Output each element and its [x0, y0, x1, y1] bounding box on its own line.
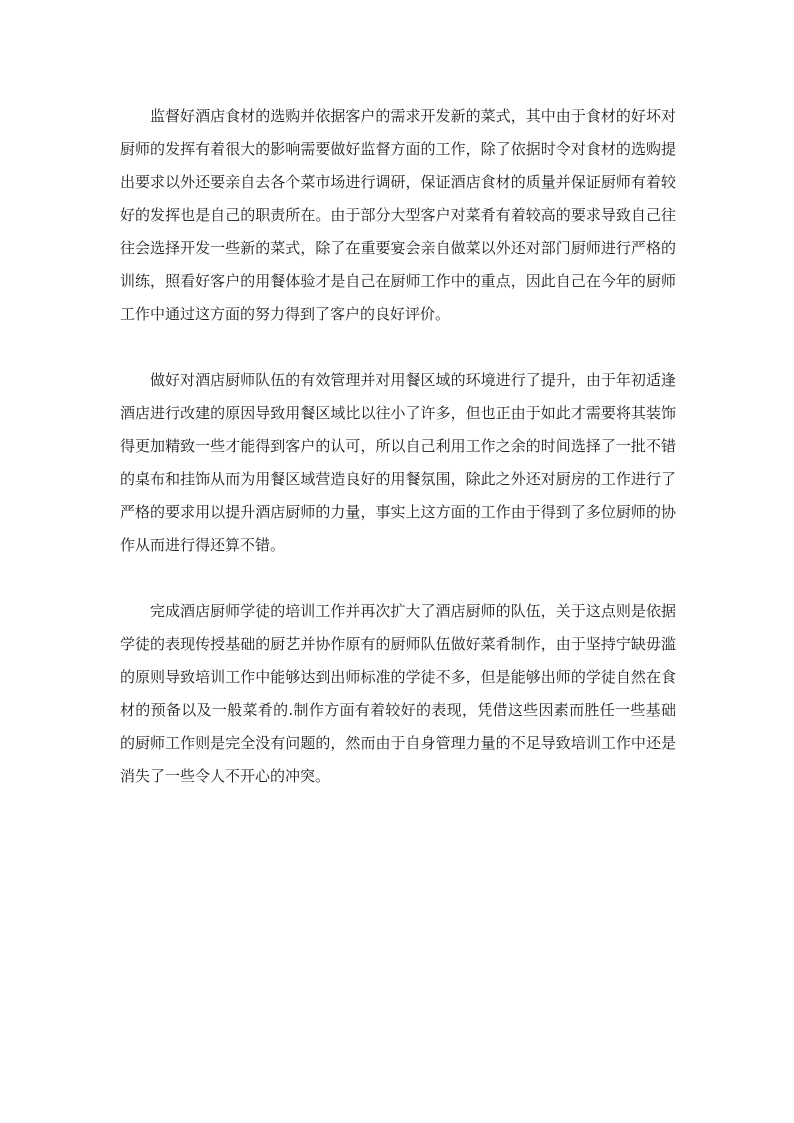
paragraph-3: 完成酒店厨师学徒的培训工作并再次扩大了酒店厨师的队伍，关于这点则是依据学徒的表现传授基础的厨艺并协作原有的厨师队伍做好菜肴制作，由于坚持宁缺毋滥的原则导致培训工作中能够达到出师标准的学徒不多，但是能够出师的学徒自然在食材的预备以及一般菜肴的.制作方面有着较好的表现，凭借这些因素而胜任一些基础的厨师工作则是完全没有问题的，然而由于自身管理力量的不足导致培训工作中还是消失了一些令人不开心的冲突。 — [120, 602, 676, 785]
paragraph-2: 做好对酒店厨师队伍的有效管理并对用餐区域的环境进行了提升，由于年初适逢酒店进行改建的原因导致用餐区域比以往小了许多，但也正由于如此才需要将其装饰得更加精致一些才能得到客户的认可，所以自己利用工作之余的时间选择了一批不错的桌布和挂饰从而为用餐区域营造良好的用餐氛围，除此之外还对厨房的工作进行了严格的要求用以提升酒店厨师的力量，事实上这方面的工作由于得到了多位厨师的协作从而进行得还算不错。 — [120, 371, 676, 554]
paragraph-1: 监督好酒店食材的选购并依据客户的需求开发新的菜式，其中由于食材的好坏对厨师的发挥有着很大的影响需要做好监督方面的工作，除了依据时令对食材的选购提出要求以外还要亲自去各个菜市场进行调研，保证酒店食材的质量并保证厨师有着较好的发挥也是自己的职责所在。由于部分大型客户对菜肴有着较高的要求导致自己往往会选择开发一些新的菜式，除了在重要宴会亲自做菜以外还对部门厨师进行严格的训练，照看好客户的用餐体验才是自己在厨师工作中的重点，因此自己在今年的厨师工作中通过这方面的努力得到了客户的良好评价。 — [120, 107, 676, 323]
document-body — [120, 100, 676, 826]
